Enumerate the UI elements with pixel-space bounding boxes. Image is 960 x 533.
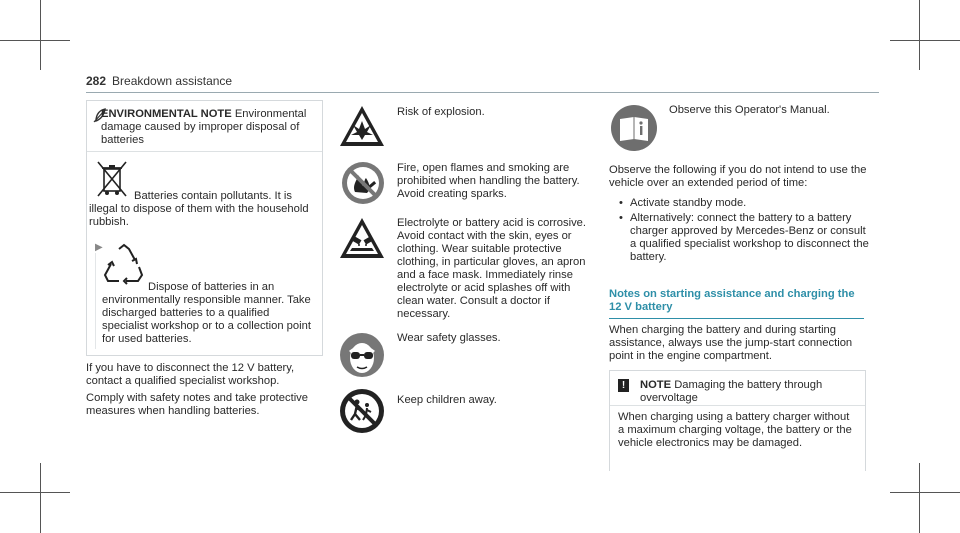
crop-mark xyxy=(40,0,41,70)
note-box xyxy=(609,370,866,471)
list-item: • Alternatively: connect the battery to a battery charger approved by Mercedes-Benz or consult a qualified specialist workshop to disconnect the battery. xyxy=(630,212,870,264)
arrow-right-icon: ▶ xyxy=(95,242,103,253)
corrosive-warning-icon xyxy=(338,216,386,260)
header-rule xyxy=(86,92,879,93)
crop-mark xyxy=(919,0,920,70)
environmental-note-heading: ENVIRONMENTAL NOTE xyxy=(101,108,232,120)
section-title: Breakdown assistance xyxy=(112,74,233,88)
hazard-text-safety-glasses: Wear safety glasses. xyxy=(397,332,501,344)
warning-icon: ! xyxy=(618,379,629,392)
page-number: 282 xyxy=(86,74,107,88)
environmental-note-text: Environmental damage caused by improper disposal of batteries xyxy=(101,108,307,146)
recycle-icon xyxy=(102,243,146,285)
note-title: Damaging the battery through overvoltage xyxy=(640,379,823,404)
running-header xyxy=(86,74,232,88)
safety-glasses-icon xyxy=(339,332,385,378)
section-heading-rule xyxy=(609,318,864,319)
note-heading: NOTE xyxy=(640,379,672,391)
crop-mark xyxy=(0,40,70,41)
no-fire-icon xyxy=(340,160,386,206)
explosion-warning-icon xyxy=(338,104,386,148)
crop-mark xyxy=(890,40,960,41)
keep-children-away-icon xyxy=(339,388,385,434)
section-body: When charging the battery and during starting assistance, always use the jump-start connection point in the engine compartment. xyxy=(609,324,853,362)
safety-paragraph: Comply with safety notes and take protective measures when handling batteries. xyxy=(86,392,308,417)
note-header xyxy=(640,379,858,405)
divider xyxy=(87,151,322,152)
crop-mark xyxy=(40,463,41,533)
divider xyxy=(610,405,865,406)
section-heading: Notes on starting assistance and charging the 12 V battery xyxy=(609,288,855,313)
note-body: When charging using a battery charger without a maximum charging voltage, the battery or the vehicle electronics may be damaged. xyxy=(618,411,852,449)
hazard-text-no-fire: Fire, open flames and smoking are prohibited when handling the battery. Avoid creating sparks. xyxy=(397,162,580,200)
operators-manual-icon xyxy=(610,104,658,152)
indent-rule xyxy=(95,253,96,349)
crossed-bin-text: Batteries contain pollutants. It is illegal to dispose of them with the household rubbish. xyxy=(89,190,309,228)
storage-intro: Observe the following if you do not intend to use the vehicle over an extended period of time: xyxy=(609,164,867,189)
environmental-note-header xyxy=(101,108,313,147)
hazard-text-keep-children-away: Keep children away. xyxy=(397,394,497,406)
recycle-text: Dispose of batteries in an environmentally responsible manner. Take discharged batteries to a qualified specialist workshop or to a collection point for used batteries. xyxy=(102,281,311,345)
environmental-note-box xyxy=(86,100,323,356)
crop-mark xyxy=(919,463,920,533)
manual-note-text: Observe this Operator's Manual. xyxy=(669,104,830,116)
hazard-text-explosion: Risk of explosion. xyxy=(397,106,485,118)
list-item: • Activate standby mode. xyxy=(630,197,870,210)
crop-mark xyxy=(0,492,70,493)
disconnect-paragraph: If you have to disconnect the 12 V battery, contact a qualified specialist workshop. xyxy=(86,362,295,387)
crop-mark xyxy=(890,492,960,493)
hazard-text-corrosive: Electrolyte or battery acid is corrosive. Avoid contact with the skin, eyes or clothing. Wear suitable protective clothing, in particular gloves, an apron and a face mask. Immediately rinse electrolyte or acid splashes off with clean water. Consult a doctor if necessary. xyxy=(397,217,587,320)
